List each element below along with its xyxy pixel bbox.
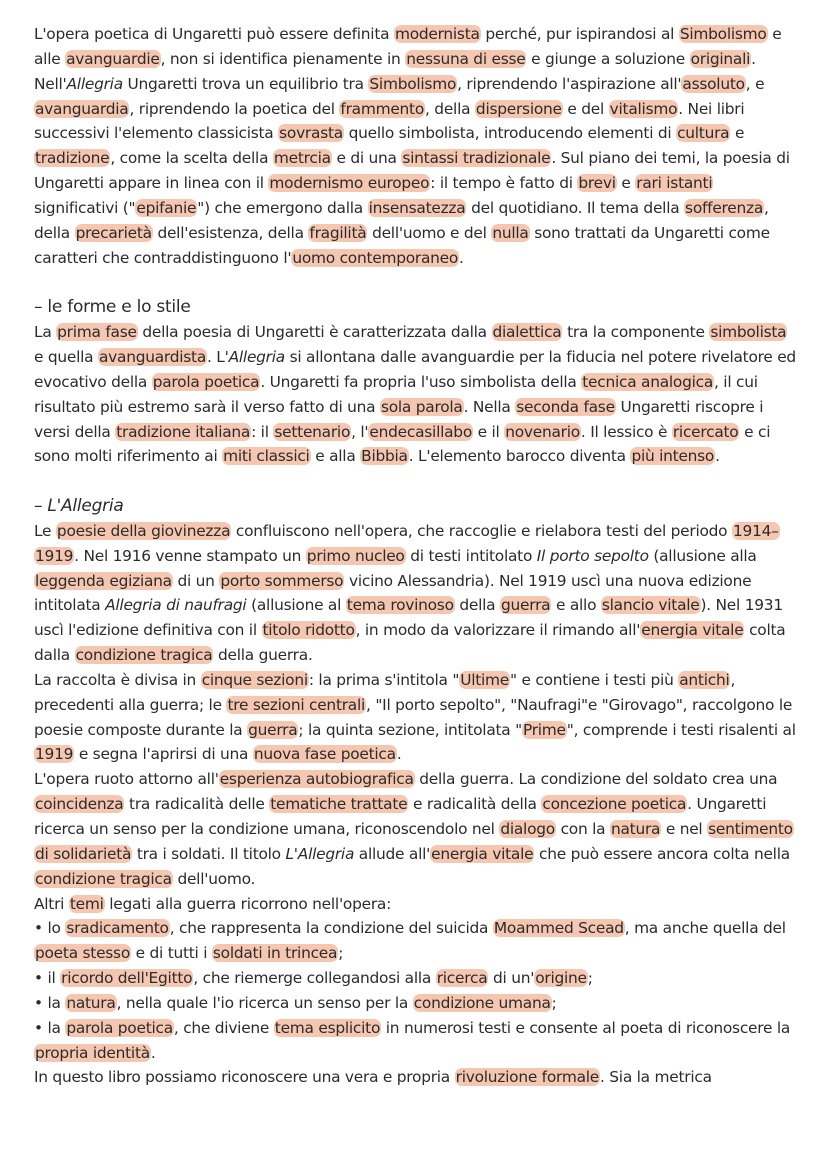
temi-intro <box>34 892 798 917</box>
highlighted-term: energia vitale <box>641 621 744 640</box>
raccolta-paragraph <box>34 668 798 767</box>
highlighted-term: porto sommerso <box>220 571 344 590</box>
forme-paragraph <box>34 320 798 469</box>
italic-title: Allegria <box>228 347 285 366</box>
text-run: , riprendendo la poetica del <box>129 99 340 118</box>
text-run: , della <box>34 198 769 242</box>
highlighted-term: Simbolismo <box>369 74 457 93</box>
highlighted-term: novenario <box>505 422 580 441</box>
italic-title: L'Allegria <box>285 844 355 863</box>
text-run: . Ungaretti fa propria l'uso simbolista della <box>260 372 582 391</box>
text-run: tra radicalità delle <box>124 795 270 814</box>
text-run: e radicalità della <box>408 795 542 814</box>
text-run: , in modo da valorizzare il rimando all' <box>355 621 641 640</box>
italic-title: Allegria <box>66 74 123 93</box>
list-item <box>34 991 798 1016</box>
highlighted-term: natura <box>66 993 116 1012</box>
text-run: colta dalla <box>34 621 786 665</box>
text-run: . Il lessico è <box>580 422 672 441</box>
highlighted-term: 1919 <box>35 745 74 764</box>
highlighted-term: Bibbia <box>361 447 408 466</box>
highlighted-term: originali <box>690 49 751 68</box>
text-run: di un <box>172 571 220 590</box>
text-run: . <box>396 745 402 764</box>
intro-paragraph <box>34 22 798 270</box>
highlighted-term: tema rovinoso <box>346 596 454 615</box>
text-run: . Nella <box>463 397 516 416</box>
text-run: ; la quinta sezione, intitolata " <box>298 720 522 739</box>
highlighted-term: uomo contemporaneo <box>292 248 459 267</box>
text-run: : la prima s'intitola " <box>308 670 460 689</box>
highlighted-term: natura <box>610 820 661 838</box>
text-run: (allusione alla <box>648 546 757 565</box>
spacer <box>34 270 798 295</box>
highlighted-term: metrcia <box>273 149 331 168</box>
highlighted-term: avanguardia <box>35 99 129 118</box>
italic-title: Il porto sepolto <box>536 546 649 565</box>
highlighted-term: coincidenza <box>35 795 124 814</box>
text-run: e alla <box>310 447 361 466</box>
text-run: In questo libro possiamo riconoscere una vera e propria <box>34 1068 455 1087</box>
text-run: della <box>454 596 501 615</box>
highlighted-term: avanguardista <box>98 347 207 366</box>
text-run: . Nei libri successivi l'elemento classicista <box>34 99 745 143</box>
text-run: , che rappresenta la condizione del suicida <box>169 919 493 938</box>
text-run: si allontana dalle avanguardie per la fiducia nel potere rivelatore ed evocativo della <box>34 347 796 391</box>
text-run: . Sul piano dei temi, la poesia di Ungaretti appare in linea con il <box>34 149 790 193</box>
highlighted-term: tecnica analogica <box>582 372 714 391</box>
text-run: L'opera poetica di Ungaretti può essere definita <box>34 25 394 43</box>
text-run: L'opera ruoto attorno all' <box>34 770 219 789</box>
highlighted-term: cinque sezioni <box>201 670 308 689</box>
text-run: confluiscono nell'opera, che raccoglie e rielabora testi del periodo <box>231 521 732 540</box>
highlighted-term: precarietà <box>75 223 152 242</box>
text-run: perché, pur ispirandosi al <box>480 25 679 43</box>
text-run: allude all' <box>354 844 431 863</box>
closing-paragraph <box>34 1065 798 1090</box>
text-run: e <box>616 174 636 193</box>
text-run: del quotidiano. Il tema della <box>466 198 685 217</box>
text-run: in numerosi testi e consente al poeta di riconoscere la <box>381 1018 791 1037</box>
text-run: . <box>459 248 464 267</box>
text-run: , e <box>745 74 765 93</box>
allegria-paragraph <box>34 519 798 668</box>
text-run: e <box>730 124 745 143</box>
highlighted-term: insensatezza <box>368 198 466 217</box>
text-run: della poesia di Ungaretti è caratterizzata dalla <box>137 323 492 342</box>
text-run: , che diviene <box>173 1018 274 1037</box>
section-heading-forme <box>34 295 798 320</box>
text-run: vicino Alessandria). Nel 1919 uscì una nuova edizione intitolata <box>34 571 752 615</box>
text-run: – le forme e lo stile <box>34 297 191 318</box>
text-run: , ma anche quella del <box>624 919 786 938</box>
text-run: . Nel 1916 venne stampato un <box>74 546 306 565</box>
highlighted-term: Prime <box>522 720 566 739</box>
text-run: Altri <box>34 894 69 913</box>
text-run: • la <box>34 1018 66 1037</box>
text-run: e allo <box>551 596 601 615</box>
text-run: e del <box>562 99 609 118</box>
highlighted-term: concezione poetica <box>542 795 687 814</box>
text-run: . <box>715 447 720 466</box>
highlighted-term: rari istanti <box>636 174 713 193</box>
highlighted-term: energia vitale <box>431 844 534 863</box>
highlighted-term: sovrasta <box>279 124 343 143</box>
text-run: e alle <box>34 25 782 68</box>
highlighted-term: miti classici <box>223 447 310 466</box>
text-run: che può essere ancora colta nella <box>534 844 790 863</box>
text-run: e quella <box>34 347 98 366</box>
opera-paragraph <box>34 767 798 891</box>
highlighted-term: endecasillabo <box>369 422 472 441</box>
text-run: e di tutti i <box>131 944 212 963</box>
text-run: . L' <box>207 347 229 366</box>
italic-title: L'Allegria <box>47 496 124 517</box>
text-run: significativi (" <box>34 198 136 217</box>
text-run: , precedenti alla guerra; le <box>34 670 736 714</box>
text-run: , nella quale l'io ricerca un senso per la <box>116 993 413 1012</box>
highlighted-term: nuova fase poetica <box>253 745 396 764</box>
highlighted-term: slancio vitale <box>601 596 700 615</box>
highlighted-term: dialettica <box>492 323 562 342</box>
text-run: , della <box>425 99 475 118</box>
highlighted-term: tre sezioni centrali <box>227 695 366 714</box>
highlighted-term: leggenda egiziana <box>35 571 172 590</box>
text-run: , l' <box>351 422 369 441</box>
text-run: con la <box>555 820 610 838</box>
highlighted-term: simbolista <box>710 323 787 342</box>
text-run: – <box>34 496 48 517</box>
highlighted-term: modernista <box>394 25 480 43</box>
text-run: della guerra. La condizione del soldato crea una <box>414 770 778 789</box>
text-run: Ungaretti trova un equilibrio tra <box>122 74 369 93</box>
highlighted-term: 1914–1919 <box>35 521 779 565</box>
highlighted-term: parola poetica <box>66 1018 173 1037</box>
text-run: La <box>34 323 57 342</box>
text-run: . <box>150 1043 156 1062</box>
text-run: dell'uomo e del <box>367 223 492 242</box>
highlighted-term: tradizione italiana <box>116 422 251 441</box>
list-item <box>34 916 798 966</box>
highlighted-term: guerra <box>248 720 298 739</box>
italic-title: Allegria di naufragi <box>105 596 247 615</box>
list-item <box>34 1016 798 1066</box>
text-run: e nel <box>661 820 708 838</box>
highlighted-term: sofferenza <box>685 198 764 217</box>
text-run: ", comprende i testi risalenti al <box>566 720 796 739</box>
list-item <box>34 966 798 991</box>
text-run: tra i soldati. Il titolo <box>132 844 286 863</box>
highlighted-term: cultura <box>677 124 730 143</box>
highlighted-term: Moammed Scead <box>493 919 624 938</box>
highlighted-term: primo nucleo <box>306 546 405 565</box>
highlighted-term: Ultime <box>460 670 510 689</box>
text-run: di testi intitolato <box>405 546 537 565</box>
highlighted-term: tema esplicito <box>274 1018 381 1037</box>
highlighted-term: poeta stesso <box>35 944 130 963</box>
text-run: " e contiene i testi più <box>510 670 679 689</box>
highlighted-term: sola parola <box>380 397 463 416</box>
text-run: , non si identifica pienamente in <box>160 49 406 68</box>
highlighted-term: vitalismo <box>609 99 678 118</box>
text-run: (allusione al <box>246 596 346 615</box>
text-run: legati alla guerra ricorrono nell'opera: <box>104 894 392 913</box>
highlighted-term: frammento <box>340 99 425 118</box>
highlighted-term: sentimento di solidarietà <box>35 820 793 863</box>
highlighted-term: condizione tragica <box>35 869 172 888</box>
highlighted-term: nulla <box>492 223 529 242</box>
highlighted-term: propria identità <box>35 1043 150 1062</box>
text-run: ") che emergono dalla <box>197 198 368 217</box>
highlighted-term: sradicamento <box>66 919 169 938</box>
text-run: Le <box>34 521 56 540</box>
highlighted-term: condizione umana <box>413 993 551 1012</box>
text-run: tra la componente <box>562 323 710 342</box>
highlighted-term: ricordo dell'Egitto <box>61 969 193 988</box>
text-run: , come la scelta della <box>110 149 273 168</box>
text-run: ; <box>551 993 557 1012</box>
highlighted-term: sintassi tradizionale <box>402 149 551 168</box>
highlighted-term: soldati in trincea <box>212 944 338 963</box>
text-run: . Nell' <box>34 49 756 93</box>
text-run: e segna l'aprirsi di una <box>74 745 253 764</box>
text-run: • lo <box>34 919 66 938</box>
text-run: La raccolta è divisa in <box>34 670 201 689</box>
highlighted-term: tematiche trattate <box>270 795 408 814</box>
highlighted-term: assoluto <box>682 74 745 93</box>
highlighted-term: dialogo <box>500 820 555 838</box>
highlighted-term: seconda fase <box>516 397 615 416</box>
highlighted-term: guerra <box>501 596 551 615</box>
highlighted-term: avanguardie <box>66 49 160 68</box>
text-run: : il <box>251 422 274 441</box>
text-run: ; <box>338 944 344 963</box>
highlighted-term: esperienza autobiografica <box>219 770 414 789</box>
section-heading-allegria <box>34 494 798 519</box>
text-run: dell'esistenza, della <box>152 223 309 242</box>
highlighted-term: titolo ridotto <box>262 621 355 640</box>
spacer <box>34 469 798 494</box>
highlighted-term: ricercato <box>672 422 739 441</box>
highlighted-term: nessuna di esse <box>406 49 526 68</box>
text-run: , "Il porto sepolto", "Naufragi"e "Girovago", raccolgono le poesie composte durante la <box>34 695 793 739</box>
text-run: , il cui risultato più estremo sarà il verso fatto di una <box>34 372 758 416</box>
highlighted-term: origine <box>535 969 587 988</box>
text-run: , riprendendo l'aspirazione all' <box>457 74 682 93</box>
highlighted-term: poesie della giovinezza <box>56 521 231 540</box>
highlighted-term: fragilità <box>309 223 367 242</box>
text-run: . Sia la metrica <box>600 1068 712 1087</box>
text-run: ). Nel 1931 uscì l'edizione definitiva con il <box>34 596 783 640</box>
highlighted-term: più intenso <box>631 447 715 466</box>
highlighted-term: epifanie <box>136 198 197 217</box>
text-run: . L'elemento barocco diventa <box>408 447 631 466</box>
text-run: • il <box>34 969 61 988</box>
highlighted-term: rivoluzione formale <box>455 1068 599 1087</box>
text-run: e il <box>473 422 505 441</box>
text-run: , che riemerge collegandosi alla <box>193 969 436 988</box>
highlighted-term: temi <box>69 894 104 913</box>
text-run: ; <box>587 969 593 988</box>
highlighted-term: tradizione <box>35 149 110 168</box>
text-run: quello simbolista, introducendo elementi di <box>343 124 677 143</box>
highlighted-term: settenario <box>274 422 351 441</box>
text-run: e ci sono molti riferimento ai <box>34 422 771 466</box>
highlighted-term: ricerca <box>436 969 488 988</box>
text-run: dell'uomo. <box>172 869 256 888</box>
text-run: • la <box>34 993 66 1012</box>
highlighted-term: prima fase <box>57 323 137 342</box>
highlighted-term: Simbolismo <box>679 25 767 43</box>
highlighted-term: dispersione <box>475 99 562 118</box>
text-run: . Ungaretti ricerca un senso per la condizione umana, riconoscendolo nel <box>34 795 767 838</box>
text-run: e di una <box>331 149 402 168</box>
highlighted-term: modernismo europeo <box>269 174 430 193</box>
highlighted-term: antichi <box>679 670 730 689</box>
text-run: e giunge a soluzione <box>526 49 690 68</box>
highlighted-term: condizione tragica <box>75 646 213 665</box>
highlighted-term: parola poetica <box>152 372 260 391</box>
text-run: : il tempo è fatto di <box>430 174 578 193</box>
text-run: di un' <box>488 969 535 988</box>
highlighted-term: brevi <box>578 174 616 193</box>
text-run: della guerra. <box>213 646 313 665</box>
text-run: sono trattati da Ungaretti come caratteri che contraddistinguono l' <box>34 223 770 267</box>
text-run: Ungaretti riscopre i versi della <box>34 397 764 441</box>
